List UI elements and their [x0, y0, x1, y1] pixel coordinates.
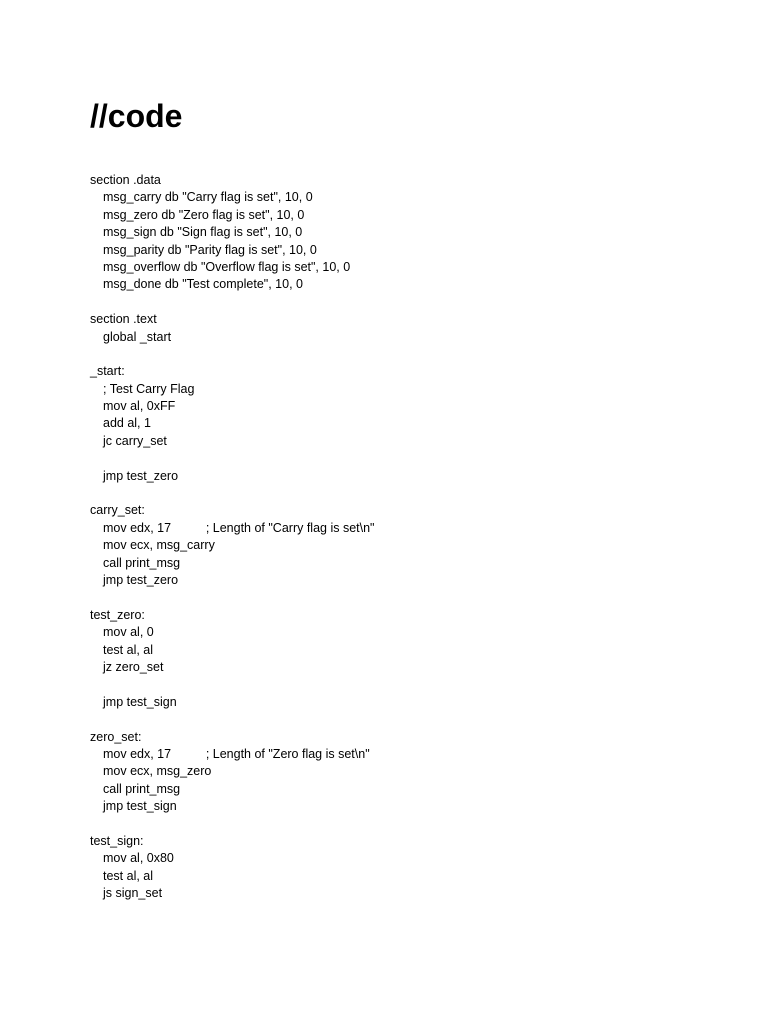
code-line: mov al, 0xFF: [103, 399, 176, 414]
code-line: mov edx, 17 ; Length of "Zero flag is set\n": [103, 746, 370, 761]
code-line: msg_parity db "Parity flag is set", 10, 0: [103, 242, 317, 257]
code-line: msg_sign db "Sign flag is set", 10, 0: [103, 225, 303, 240]
code-line: call print_msg: [103, 555, 181, 570]
code-line: msg_carry db "Carry flag is set", 10, 0: [103, 190, 313, 205]
code-line: test al, al: [103, 868, 154, 883]
code-line: jmp test_zero: [103, 468, 179, 483]
code-line: _start:: [90, 364, 125, 379]
code-line: [90, 294, 375, 311]
code-line: jmp test_sign: [103, 799, 177, 814]
document-title: //code: [90, 98, 183, 134]
code-line: test_zero:: [90, 607, 145, 622]
code-line: [90, 346, 375, 363]
code-line: [90, 676, 375, 693]
code-line: jmp test_sign: [103, 694, 177, 709]
code-line: msg_overflow db "Overflow flag is set", 10, 0: [103, 259, 351, 274]
code-line: [90, 450, 375, 467]
code-line: carry_set:: [90, 503, 145, 518]
code-line: add al, 1: [103, 416, 151, 431]
code-line: mov al, 0: [103, 625, 154, 640]
code-line: mov ecx, msg_zero: [103, 764, 212, 779]
code-line: test al, al: [103, 642, 154, 657]
code-line: [90, 815, 375, 832]
code-line: msg_zero db "Zero flag is set", 10, 0: [103, 207, 305, 222]
code-line: js sign_set: [103, 886, 163, 901]
code-line: call print_msg: [103, 781, 181, 796]
code-line: mov al, 0x80: [103, 851, 174, 866]
code-line: msg_done db "Test complete", 10, 0: [103, 277, 303, 292]
code-line: [90, 589, 375, 606]
code-line: section .data: [90, 173, 161, 187]
code-line: [90, 485, 375, 502]
code-line: jmp test_zero: [103, 572, 179, 587]
code-line: test_sign:: [90, 833, 144, 848]
code-line: jc carry_set: [103, 433, 167, 448]
code-line: mov edx, 17 ; Length of "Carry flag is set\n": [103, 520, 375, 535]
code-line: ; Test Carry Flag: [103, 381, 195, 396]
code-block: [90, 172, 375, 902]
code-line: mov ecx, msg_carry: [103, 538, 215, 553]
code-line: zero_set:: [90, 729, 142, 744]
code-line: [90, 711, 375, 728]
code-line: jz zero_set: [103, 659, 164, 674]
code-line: section .text: [90, 312, 157, 327]
code-line: global _start: [103, 329, 172, 344]
